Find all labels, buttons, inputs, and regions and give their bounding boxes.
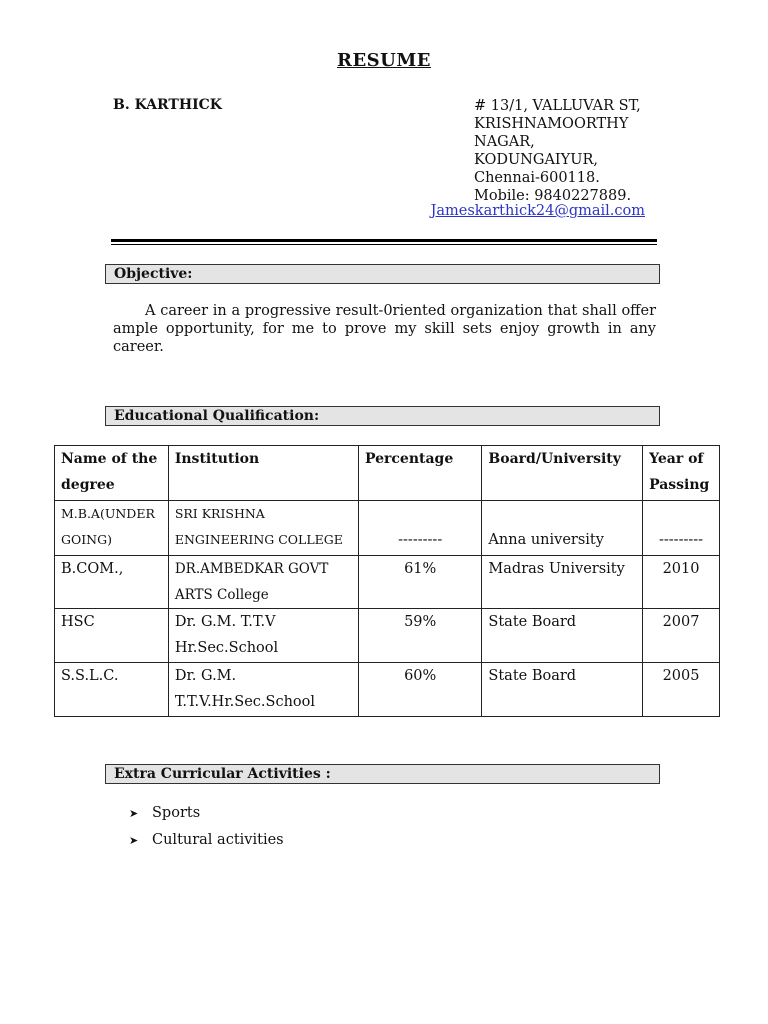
board-cell: State Board xyxy=(482,663,643,717)
objective-heading: Objective: xyxy=(105,264,660,284)
board-cell: Anna university xyxy=(482,501,643,556)
address-line: Chennai-600118. xyxy=(474,170,600,186)
year-cell: 2007 xyxy=(643,609,720,663)
year-cell: 2005 xyxy=(643,663,720,717)
address-line: KODUNGAIYUR, xyxy=(474,152,598,168)
mobile-number: Mobile: 9840227889. xyxy=(474,188,632,204)
list-item xyxy=(129,800,284,827)
education-heading: Educational Qualification: xyxy=(105,406,660,426)
column-header-percentage: Percentage xyxy=(358,446,481,501)
year-cell: --------- xyxy=(643,501,720,556)
institution-cell: Dr. G.M. T.T.V Hr.Sec.School xyxy=(168,609,358,663)
arrowhead-bullet-icon: ➤ xyxy=(129,834,139,847)
degree-cell: B.COM., xyxy=(55,556,169,609)
institution-cell: Dr. G.M. T.T.V.Hr.Sec.School xyxy=(168,663,358,717)
candidate-name: B. KARTHICK xyxy=(113,97,222,113)
activities-list xyxy=(129,800,284,854)
header-divider-thin xyxy=(111,244,657,245)
activity-label: Cultural activities xyxy=(152,832,284,848)
table-row xyxy=(55,663,720,717)
institution-cell: DR.AMBEDKAR GOVT ARTS College xyxy=(168,556,358,609)
activity-label: Sports xyxy=(152,805,201,821)
board-cell: Madras University xyxy=(482,556,643,609)
arrowhead-bullet-icon: ➤ xyxy=(129,807,139,820)
objective-text: A career in a progressive result-0riented organization that shall offer ample opportunity, for me to prove my skill sets enjoy growth in any career. xyxy=(113,303,656,355)
table-row xyxy=(55,609,720,663)
degree-cell: HSC xyxy=(55,609,169,663)
table-row xyxy=(55,556,720,609)
resume-title: RESUME xyxy=(336,50,432,71)
column-header-institution: Institution xyxy=(168,446,358,501)
extracurricular-heading: Extra Curricular Activities : xyxy=(105,764,660,784)
address-line: KRISHNAMOORTHY xyxy=(474,116,629,132)
list-item xyxy=(129,827,284,854)
institution-cell: SRI KRISHNA ENGINEERING COLLEGE xyxy=(168,501,358,556)
percentage-cell: 61% xyxy=(358,556,481,609)
education-table xyxy=(54,445,720,717)
degree-cell: S.S.L.C. xyxy=(55,663,169,717)
email-link[interactable]: Jameskarthick24@gmail.com xyxy=(430,203,645,219)
header-divider-thick xyxy=(111,239,657,242)
column-header-board: Board/University xyxy=(482,446,643,501)
address-line: # 13/1, VALLUVAR ST, xyxy=(474,98,641,114)
table-row xyxy=(55,501,720,556)
percentage-cell: 60% xyxy=(358,663,481,717)
column-header-degree: Name of the degree xyxy=(55,446,169,501)
degree-cell: M.B.A(UNDER GOING) xyxy=(55,501,169,556)
column-header-year: Year of Passing xyxy=(643,446,720,501)
postal-address xyxy=(474,97,641,205)
year-cell: 2010 xyxy=(643,556,720,609)
table-header-row xyxy=(55,446,720,501)
board-cell: State Board xyxy=(482,609,643,663)
address-line: NAGAR, xyxy=(474,134,535,150)
percentage-cell: 59% xyxy=(358,609,481,663)
percentage-cell: --------- xyxy=(358,501,481,556)
